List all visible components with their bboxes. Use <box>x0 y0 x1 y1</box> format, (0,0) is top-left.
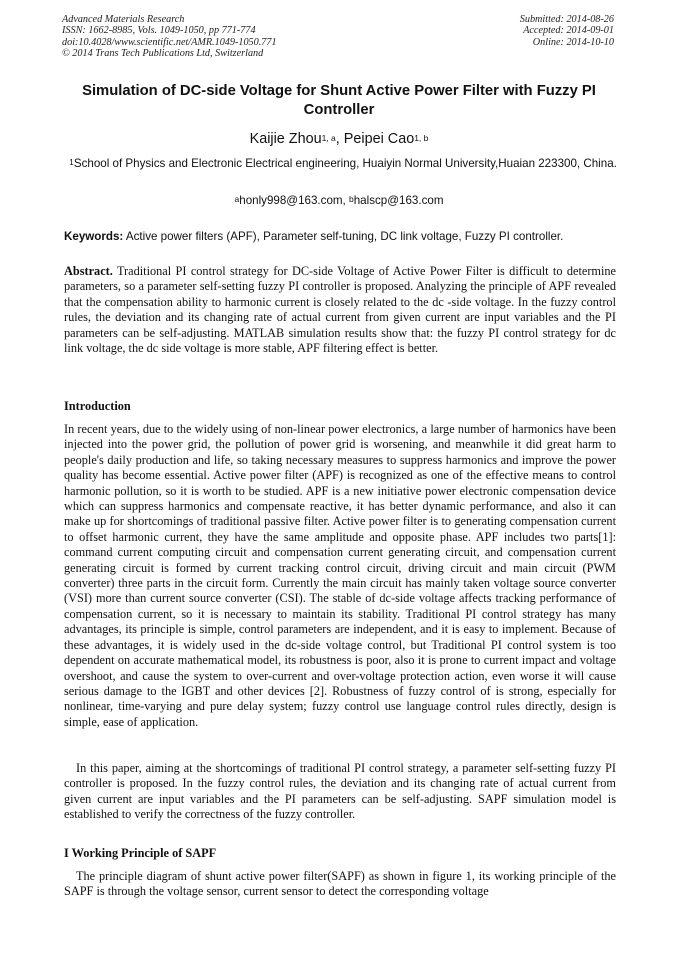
keywords-text: Active power filters (APF), Parameter self-tuning, DC link voltage, Fuzzy PI controller. <box>123 230 564 243</box>
affiliation-mark: 1 <box>69 157 74 167</box>
introduction-paragraph: In this paper, aiming at the shortcomings of traditional PI control strategy, a parameter self-setting fuzzy PI controller is proposed. In the fuzzy control rules, the deviation and its changing rate of actual current from given current are input variables and the PI parameters can be self-adjusting. SAPF simulation model is established to verify the correctness of the fuzzy controller. <box>64 761 616 822</box>
journal-doi: doi:10.4028/www.scientific.net/AMR.1049-1050.771 <box>62 36 277 48</box>
abstract-text: Traditional PI control strategy for DC-side Voltage of Active Power Filter is difficult to determine parameters, so a parameter self-setting fuzzy PI controller is proposed. Analyzing the principle of APF revealed that the compensation ability to harmonic current is closely related to the dc -side voltage. In the fuzzy control rules, the deviation and its changing rate of actual current from given current are input variables and the PI parameters can be self-adjusting. MATLAB simulation results show that: the fuzzy PI control strategy for dc link voltage, the dc side voltage is more stable, APF filtering effect is better. <box>64 264 616 356</box>
journal-header-right <box>520 14 614 48</box>
section-paragraph: The principle diagram of shunt active power filter(SAPF) as shown in figure 1, its working principle of the SAPF is through the voltage sensor, current sensor to detect the corresponding voltage <box>64 869 616 899</box>
author-affiliation-mark: 1, a <box>321 133 336 143</box>
paper-title: Simulation of DC-side Voltage for Shunt Active Power Filter with Fuzzy PI Controller <box>82 83 596 118</box>
email-mark: a <box>234 194 240 204</box>
section-heading-working-principle: I Working Principle of SAPF <box>64 846 217 860</box>
section-heading-introduction: Introduction <box>64 399 131 413</box>
author-name: Kaijie Zhou <box>249 131 322 147</box>
journal-name: Advanced Materials Research <box>62 14 185 25</box>
affiliation-text: School of Physics and Electronic Electrical engineering, Huaiyin Normal University,Huaian 223300, China. <box>73 157 617 170</box>
keywords-label: Keywords: <box>64 230 124 243</box>
journal-copyright: © 2014 Trans Tech Publications Ltd, Switzerland <box>62 48 264 60</box>
online-date: Online: 2014-10-10 <box>532 36 614 48</box>
journal-header-left <box>62 14 277 60</box>
email-link[interactable]: halscp@163.com <box>353 194 444 207</box>
author-list <box>0 130 678 148</box>
keywords <box>64 229 624 244</box>
author-affiliation-mark: 1, b <box>414 133 429 143</box>
journal-issn: ISSN: 1662-8985, Vols. 1049-1050, pp 771-774 <box>62 25 256 37</box>
introduction-paragraph: In recent years, due to the widely using of non-linear power electronics, a large number of harmonics have been injected into the power grid, the pollution of power grid is worsening, and meanwhile it did great harm to people's daily production and life, so taking necessary measures to suppress harmonics and improve the power quality has become essential. Active power filter (APF) is recognized as one of the effective means to control harmonic pollution, so it is worth to be studied. APF is a new initiative power electronic compensation device which can suppress harmonics and compensate reactive, it has better dynamic performance, and also it can make up for shortcomings of traditional passive filter. Active power filter is to generating compensation current to offset harmonic current, they have the same amplitude and opposite phase. APF includes two parts[1]: command current computing circuit and compensation current generating circuit, and compensation current generating circuit is formed by current tracking control circuit, driving circuit and main circuit (PWM converter) three parts in the circuit form. Currently the main circuit has mainly taken voltage source converter (VSI) more than current source converter (CSI). The stable of dc-side voltage affects tracking performance of compensation current, so it is necessary to maintain its stability. Traditional PI control strategy has many advantages, its principle is simple, control parameters are independent, and it is easy to implement. Because of these advantages, it is widely used in the dc-side voltage control, but Traditional PI control system is too dependent on accurate mathematical model, its robustness is poor, also it is prone to current impact and voltage overshoot, and cause the system to over-current and over-voltage protection action, even worse it will cause serious damage to the IGBT and other devices [2]. Robustness of fuzzy control of is strong, especially for nonlinear, time-varying and pure delay system; fuzzy control use language control rules directly, design is simple, ease of application. <box>64 422 616 729</box>
abstract <box>64 264 616 356</box>
email-separator: , <box>342 194 349 207</box>
abstract-label: Abstract. <box>64 264 113 278</box>
email-mark: b <box>349 194 354 204</box>
accepted-date: Accepted: 2014-09-01 <box>523 25 614 37</box>
submitted-date: Submitted: 2014-08-26 <box>519 14 614 25</box>
author-emails <box>0 193 678 208</box>
author-separator: , <box>335 131 344 147</box>
email-link[interactable]: honly998@163.com <box>239 194 343 207</box>
author-name: Peipei Cao <box>343 131 415 147</box>
affiliation <box>60 156 626 171</box>
